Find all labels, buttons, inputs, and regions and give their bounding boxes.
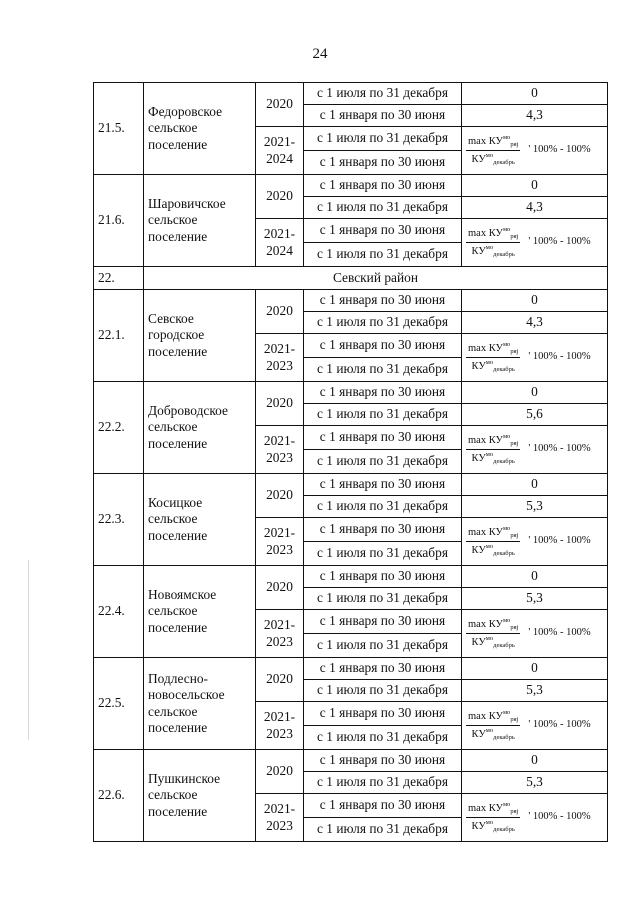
period-cell: с 1 июля по 31 декабря <box>304 634 462 658</box>
tariff-table-body <box>94 83 608 842</box>
formula-num-main: КУ <box>488 343 503 355</box>
period-cell: с 1 июля по 31 декабря <box>304 404 462 426</box>
formula-num-main: КУ <box>488 435 503 447</box>
formula-num-sup: мо <box>502 341 511 349</box>
year-cell: 2020 <box>256 290 304 334</box>
formula-den-sub: декабрь <box>493 366 515 373</box>
formula-tail: ' 100% - 100% <box>528 811 591 823</box>
formula-numerator <box>466 525 520 540</box>
formula-num-main: КУ <box>488 527 503 539</box>
formula-num-sub: ряj <box>510 440 519 448</box>
tariff-table <box>93 82 608 842</box>
value-cell: 5,3 <box>462 680 608 702</box>
fraction-bar <box>466 725 520 726</box>
period-cell: с 1 января по 30 июня <box>304 426 462 450</box>
settlement-name: Новоямское сельское поселение <box>144 566 256 658</box>
formula-num-sub: ряj <box>510 532 519 540</box>
formula-num-main: КУ <box>488 711 503 723</box>
settlement-name: Федоровское сельское поселение <box>144 83 256 175</box>
formula-den-sub: декабрь <box>493 826 515 833</box>
formula <box>466 341 603 374</box>
year-cell: 2020 <box>256 382 304 426</box>
settlement-name: Подлесно-новосельское сельское поселение <box>144 658 256 750</box>
period-cell: с 1 января по 30 июня <box>304 219 462 243</box>
fraction-bar <box>466 541 520 542</box>
formula-num-sup: мо <box>502 433 511 441</box>
formula-den-main: КУ <box>471 246 486 257</box>
formula-cell <box>462 518 608 566</box>
formula-denominator <box>470 819 517 834</box>
settlement-name: Пушкинское сельское поселение <box>144 750 256 842</box>
formula-fraction <box>466 617 520 650</box>
value-cell: 0 <box>462 658 608 680</box>
formula-den-sup: мо <box>485 543 494 550</box>
formula <box>466 525 603 558</box>
period-cell: с 1 января по 30 июня <box>304 610 462 634</box>
formula-denominator <box>470 451 517 466</box>
formula-den-main: КУ <box>471 453 486 464</box>
formula-den-sup: мо <box>485 451 494 458</box>
formula-den-sup: мо <box>485 635 494 642</box>
period-cell: с 1 июля по 31 декабря <box>304 197 462 219</box>
formula-numerator <box>466 617 520 632</box>
formula-num-sub: ряj <box>510 808 519 816</box>
formula-tail: ' 100% - 100% <box>528 351 591 363</box>
table-row <box>94 566 608 588</box>
formula-num-sub: ряj <box>510 716 519 724</box>
formula-numerator <box>466 134 520 149</box>
table-row <box>94 83 608 105</box>
period-cell: с 1 июля по 31 декабря <box>304 243 462 267</box>
formula-tail: ' 100% - 100% <box>528 144 591 156</box>
period-cell: с 1 января по 30 июня <box>304 290 462 312</box>
formula-numerator <box>466 433 520 448</box>
formula-fraction <box>466 226 520 259</box>
district-name: Севский район <box>144 267 608 290</box>
period-cell: с 1 января по 30 июня <box>304 750 462 772</box>
settlement-name: Шаровичское сельское поселение <box>144 175 256 267</box>
settlement-number: 22.1. <box>94 290 144 382</box>
fraction-bar <box>466 449 520 450</box>
formula-denominator <box>470 727 517 742</box>
formula-cell <box>462 127 608 175</box>
formula-den-sub: декабрь <box>493 251 515 258</box>
formula-fraction <box>466 525 520 558</box>
period-cell: с 1 января по 30 июня <box>304 702 462 726</box>
formula-num-main: КУ <box>488 136 503 148</box>
period-cell: с 1 января по 30 июня <box>304 794 462 818</box>
table-row <box>94 290 608 312</box>
formula-num-sub: ряj <box>510 624 519 632</box>
period-cell: с 1 июля по 31 декабря <box>304 818 462 842</box>
period-cell: с 1 января по 30 июня <box>304 151 462 175</box>
formula <box>466 134 603 167</box>
year-cell: 2021-2023 <box>256 794 304 842</box>
settlement-number: 22.2. <box>94 382 144 474</box>
formula-denominator <box>470 635 517 650</box>
formula-num-sup: мо <box>502 226 511 234</box>
year-cell: 2020 <box>256 658 304 702</box>
year-cell: 2020 <box>256 566 304 610</box>
formula-den-main: КУ <box>471 361 486 372</box>
formula <box>466 617 603 650</box>
period-cell: с 1 января по 30 июня <box>304 566 462 588</box>
year-cell: 2020 <box>256 83 304 127</box>
settlement-number: 22.4. <box>94 566 144 658</box>
fraction-bar <box>466 242 520 243</box>
period-cell: с 1 января по 30 июня <box>304 518 462 542</box>
scan-artifact-line <box>28 560 29 740</box>
formula-numerator <box>466 801 520 816</box>
settlement-name: Доброводское сельское поселение <box>144 382 256 474</box>
formula-max: max <box>468 435 487 447</box>
table-row <box>94 474 608 496</box>
value-cell: 0 <box>462 382 608 404</box>
formula-tail: ' 100% - 100% <box>528 236 591 248</box>
formula-num-sub: ряj <box>510 348 519 356</box>
formula-cell <box>462 426 608 474</box>
district-number: 22. <box>94 267 144 290</box>
formula-num-sub: ряj <box>510 233 519 241</box>
settlement-number: 21.6. <box>94 175 144 267</box>
formula-den-sup: мо <box>485 727 494 734</box>
year-cell: 2021-2023 <box>256 334 304 382</box>
value-cell: 0 <box>462 566 608 588</box>
table-row <box>94 382 608 404</box>
formula-den-main: КУ <box>471 729 486 740</box>
formula-num-sup: мо <box>502 525 511 533</box>
value-cell: 5,3 <box>462 588 608 610</box>
formula-denominator <box>470 152 517 167</box>
table-row <box>94 750 608 772</box>
formula-num-sub: ряj <box>510 141 519 149</box>
formula <box>466 709 603 742</box>
value-cell: 0 <box>462 83 608 105</box>
formula-cell <box>462 610 608 658</box>
year-cell: 2021-2023 <box>256 702 304 750</box>
period-cell: с 1 января по 30 июня <box>304 658 462 680</box>
formula-den-sup: мо <box>485 152 494 159</box>
period-cell: с 1 января по 30 июня <box>304 334 462 358</box>
period-cell: с 1 января по 30 июня <box>304 175 462 197</box>
district-row <box>94 267 608 290</box>
period-cell: с 1 июля по 31 декабря <box>304 542 462 566</box>
formula-cell <box>462 334 608 382</box>
value-cell: 5,3 <box>462 496 608 518</box>
fraction-bar <box>466 817 520 818</box>
settlement-number: 22.6. <box>94 750 144 842</box>
formula-den-sub: декабрь <box>493 458 515 465</box>
value-cell: 4,3 <box>462 312 608 334</box>
formula-num-sup: мо <box>502 709 511 717</box>
formula-fraction <box>466 433 520 466</box>
period-cell: с 1 июля по 31 декабря <box>304 312 462 334</box>
formula-fraction <box>466 134 520 167</box>
formula-num-sup: мо <box>502 134 511 142</box>
settlement-name: Севское городское поселение <box>144 290 256 382</box>
formula-num-main: КУ <box>488 803 503 815</box>
value-cell: 5,6 <box>462 404 608 426</box>
formula-fraction <box>466 709 520 742</box>
formula-num-sup: мо <box>502 617 511 625</box>
page-number: 24 <box>312 46 328 62</box>
formula-den-main: КУ <box>471 154 486 165</box>
formula-tail: ' 100% - 100% <box>528 627 591 639</box>
formula-den-main: КУ <box>471 637 486 648</box>
period-cell: с 1 июля по 31 декабря <box>304 127 462 151</box>
year-cell: 2021-2023 <box>256 610 304 658</box>
table-row <box>94 658 608 680</box>
year-cell: 2021-2023 <box>256 518 304 566</box>
formula-den-main: КУ <box>471 545 486 556</box>
formula-denominator <box>470 244 517 259</box>
settlement-number: 22.3. <box>94 474 144 566</box>
year-cell: 2021-2024 <box>256 127 304 175</box>
formula-tail: ' 100% - 100% <box>528 719 591 731</box>
period-cell: с 1 июля по 31 декабря <box>304 588 462 610</box>
formula-denominator <box>470 359 517 374</box>
formula-num-sup: мо <box>502 801 511 809</box>
value-cell: 4,3 <box>462 105 608 127</box>
period-cell: с 1 июля по 31 декабря <box>304 358 462 382</box>
value-cell: 0 <box>462 750 608 772</box>
formula-den-main: КУ <box>471 821 486 832</box>
formula <box>466 433 603 466</box>
formula-den-sup: мо <box>485 819 494 826</box>
period-cell: с 1 июля по 31 декабря <box>304 450 462 474</box>
fraction-bar <box>466 633 520 634</box>
formula-num-main: КУ <box>488 228 503 240</box>
period-cell: с 1 июля по 31 декабря <box>304 496 462 518</box>
formula-numerator <box>466 709 520 724</box>
formula-den-sub: декабрь <box>493 734 515 741</box>
settlement-name: Косицкое сельское поселение <box>144 474 256 566</box>
year-cell: 2020 <box>256 750 304 794</box>
formula-num-main: КУ <box>488 619 503 631</box>
table-row <box>94 175 608 197</box>
fraction-bar <box>466 357 520 358</box>
formula <box>466 226 603 259</box>
year-cell: 2021-2024 <box>256 219 304 267</box>
formula-numerator <box>466 226 520 241</box>
period-cell: с 1 июля по 31 декабря <box>304 726 462 750</box>
formula-max: max <box>468 136 487 148</box>
period-cell: с 1 января по 30 июня <box>304 474 462 496</box>
formula-max: max <box>468 711 487 723</box>
formula <box>466 801 603 834</box>
value-cell: 0 <box>462 290 608 312</box>
formula-numerator <box>466 341 520 356</box>
settlement-number: 21.5. <box>94 83 144 175</box>
formula-max: max <box>468 803 487 815</box>
fraction-bar <box>466 150 520 151</box>
formula-den-sup: мо <box>485 244 494 251</box>
year-cell: 2021-2023 <box>256 426 304 474</box>
formula-den-sub: декабрь <box>493 159 515 166</box>
formula-max: max <box>468 527 487 539</box>
value-cell: 4,3 <box>462 197 608 219</box>
formula-max: max <box>468 343 487 355</box>
formula-fraction <box>466 801 520 834</box>
value-cell: 5,3 <box>462 772 608 794</box>
formula-den-sub: декабрь <box>493 550 515 557</box>
period-cell: с 1 июля по 31 декабря <box>304 680 462 702</box>
period-cell: с 1 января по 30 июня <box>304 105 462 127</box>
value-cell: 0 <box>462 175 608 197</box>
formula-tail: ' 100% - 100% <box>528 535 591 547</box>
year-cell: 2020 <box>256 474 304 518</box>
period-cell: с 1 июля по 31 декабря <box>304 772 462 794</box>
formula-cell <box>462 794 608 842</box>
period-cell: с 1 июля по 31 декабря <box>304 83 462 105</box>
formula-denominator <box>470 543 517 558</box>
value-cell: 0 <box>462 474 608 496</box>
formula-den-sub: декабрь <box>493 642 515 649</box>
formula-den-sup: мо <box>485 359 494 366</box>
formula-cell <box>462 219 608 267</box>
formula-cell <box>462 702 608 750</box>
formula-fraction <box>466 341 520 374</box>
settlement-number: 22.5. <box>94 658 144 750</box>
formula-max: max <box>468 228 487 240</box>
formula-max: max <box>468 619 487 631</box>
formula-tail: ' 100% - 100% <box>528 443 591 455</box>
period-cell: с 1 января по 30 июня <box>304 382 462 404</box>
year-cell: 2020 <box>256 175 304 219</box>
